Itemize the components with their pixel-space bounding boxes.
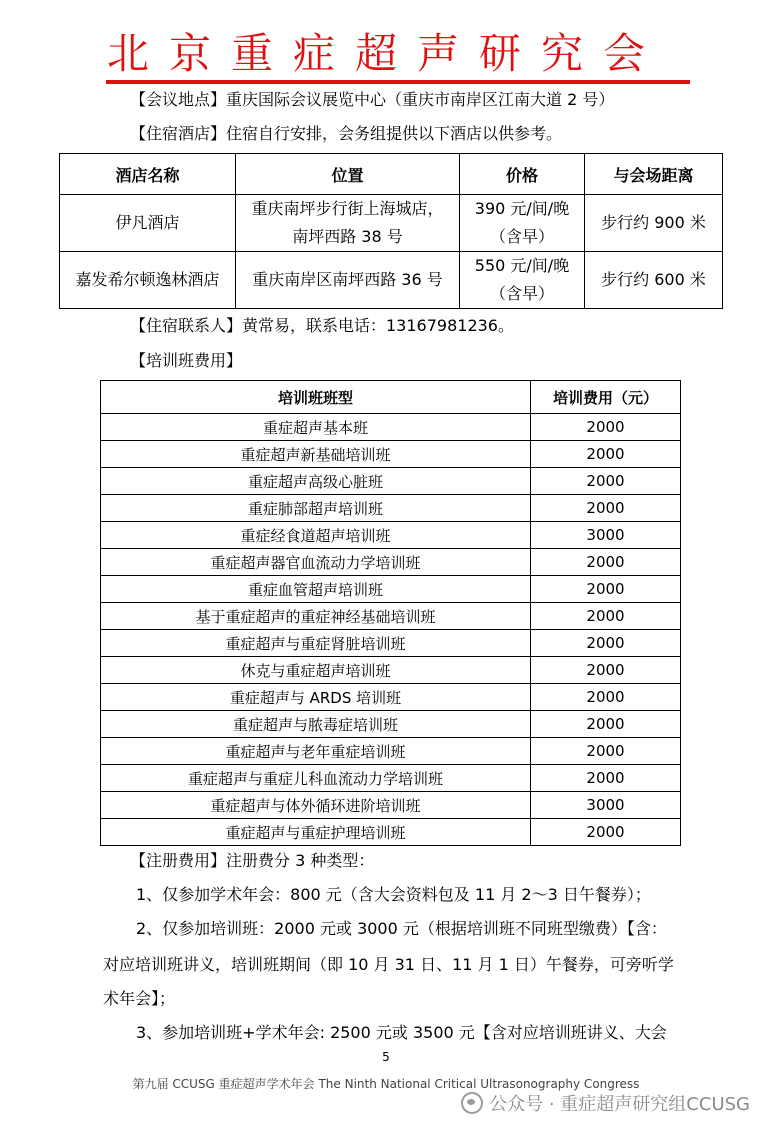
hotel-location-line: 重庆南岸区南坪西路 36 号 [252, 270, 443, 289]
fee-course-name: 基于重症超声的重症神经基础培训班 [101, 603, 531, 630]
table-row [101, 711, 681, 738]
fee-amount: 2000 [531, 711, 681, 738]
hotel-col-location: 位置 [236, 154, 460, 195]
hotel-col-distance: 与会场距离 [585, 154, 723, 195]
fee-amount: 2000 [531, 657, 681, 684]
table-row [101, 414, 681, 441]
registration-item-2-end: 术年会】； [103, 989, 176, 1008]
hotel-price [460, 195, 585, 252]
fee-col-price: 培训费用（元） [531, 381, 681, 414]
hotel-location [236, 252, 460, 309]
hotel-location-line: 南坪西路 38 号 [292, 227, 403, 246]
hotel-price-line: 390 元/间/晚 [474, 199, 570, 218]
footer-text: 第九届 CCUSG 重症超声学术年会 The Ninth National Critical Ultrasonography Congress [132, 1077, 640, 1091]
hotel-intro-line: 【住宿酒店】住宿自行安排，会务组提供以下酒店以供参考。 [130, 124, 563, 143]
contact-line: 【住宿联系人】黄常易，联系电话：13167981236。 [130, 316, 514, 335]
page-title: 北京重症超声研究会 [106, 29, 665, 78]
title-underline [106, 80, 690, 84]
hotel-location-line: 重庆南坪步行街上海城店， [251, 199, 444, 218]
hotel-col-price: 价格 [460, 154, 585, 195]
training-heading: 【培训班费用】 [130, 351, 243, 370]
fee-course-name: 重症超声与老年重症培训班 [101, 738, 531, 765]
fee-table [100, 380, 681, 846]
hotel-price-note: （含早） [489, 227, 554, 246]
fee-col-course: 培训班班型 [101, 381, 531, 414]
table-row [101, 441, 681, 468]
hotel-price-note: （含早） [489, 284, 554, 303]
table-row [101, 576, 681, 603]
fee-course-name: 重症超声新基础培训班 [101, 441, 531, 468]
hotel-table-header [60, 154, 723, 195]
table-row [60, 195, 723, 252]
page-number: 5 [382, 1050, 390, 1064]
fee-course-name: 重症超声与 ARDS 培训班 [101, 684, 531, 711]
hotel-distance: 步行约 600 米 [585, 252, 723, 309]
fee-course-name: 重症超声与重症儿科血流动力学培训班 [101, 765, 531, 792]
fee-course-name: 重症超声高级心脏班 [101, 468, 531, 495]
hotel-table [59, 153, 723, 309]
registration-heading: 【注册费用】注册费分 3 种类型： [130, 851, 375, 870]
table-row [101, 684, 681, 711]
hotel-price-line: 550 元/间/晚 [474, 256, 570, 275]
fee-course-name: 重症超声与体外循环进阶培训班 [101, 792, 531, 819]
fee-course-name: 休克与重症超声培训班 [101, 657, 531, 684]
fee-amount: 2000 [531, 603, 681, 630]
fee-amount: 2000 [531, 684, 681, 711]
table-row [101, 738, 681, 765]
wechat-icon [461, 1092, 483, 1114]
table-row [101, 522, 681, 549]
fee-course-name: 重症超声与脓毒症培训班 [101, 711, 531, 738]
fee-amount: 2000 [531, 819, 681, 846]
hotel-name: 伊凡酒店 [60, 195, 236, 252]
table-row [101, 792, 681, 819]
fee-course-name: 重症肺部超声培训班 [101, 495, 531, 522]
fee-amount: 2000 [531, 765, 681, 792]
fee-amount: 2000 [531, 414, 681, 441]
fee-course-name: 重症血管超声培训班 [101, 576, 531, 603]
registration-item-3: 3、参加培训班+学术年会: 2500 元或 3500 元【含对应培训班讲义、大会 [136, 1023, 667, 1042]
hotel-col-name: 酒店名称 [60, 154, 236, 195]
table-row [101, 495, 681, 522]
registration-item-2-cont: 对应培训班讲义，培训班期间（即 10 月 31 日、11 月 1 日）午餐券，可旁听学 [103, 955, 674, 974]
registration-item-1: 1、仅参加学术年会：800 元（含大会资料包及 11 月 2～3 日午餐券）； [136, 885, 651, 904]
fee-course-name: 重症超声基本班 [101, 414, 531, 441]
hotel-name: 嘉发希尔顿逸林酒店 [60, 252, 236, 309]
hotel-distance: 步行约 900 米 [585, 195, 723, 252]
table-row [101, 603, 681, 630]
fee-amount: 2000 [531, 441, 681, 468]
fee-amount: 2000 [531, 576, 681, 603]
fee-amount: 2000 [531, 738, 681, 765]
fee-course-name: 重症超声与重症肾脏培训班 [101, 630, 531, 657]
fee-course-name: 重症经食道超声培训班 [101, 522, 531, 549]
watermark-text: 公众号 · 重症超声研究组CCUSG [489, 1094, 750, 1115]
table-row [101, 549, 681, 576]
fee-amount: 3000 [531, 792, 681, 819]
fee-amount: 2000 [531, 549, 681, 576]
table-row [101, 819, 681, 846]
fee-amount: 3000 [531, 522, 681, 549]
fee-amount: 2000 [531, 630, 681, 657]
hotel-price [460, 252, 585, 309]
hotel-location [236, 195, 460, 252]
fee-amount: 2000 [531, 495, 681, 522]
fee-course-name: 重症超声器官血流动力学培训班 [101, 549, 531, 576]
venue-line: 【会议地点】重庆国际会议展览中心（重庆市南岸区江南大道 2 号） [130, 90, 615, 109]
fee-amount: 2000 [531, 468, 681, 495]
table-row [101, 765, 681, 792]
table-row [101, 657, 681, 684]
table-row [60, 252, 723, 309]
registration-item-2: 2、仅参加培训班：2000 元或 3000 元（根据培训班不同班型缴费）【含： [136, 919, 667, 938]
watermark [461, 1090, 750, 1116]
table-row [101, 630, 681, 657]
fee-course-name: 重症超声与重症护理培训班 [101, 819, 531, 846]
table-row [101, 468, 681, 495]
fee-table-header [101, 381, 681, 414]
